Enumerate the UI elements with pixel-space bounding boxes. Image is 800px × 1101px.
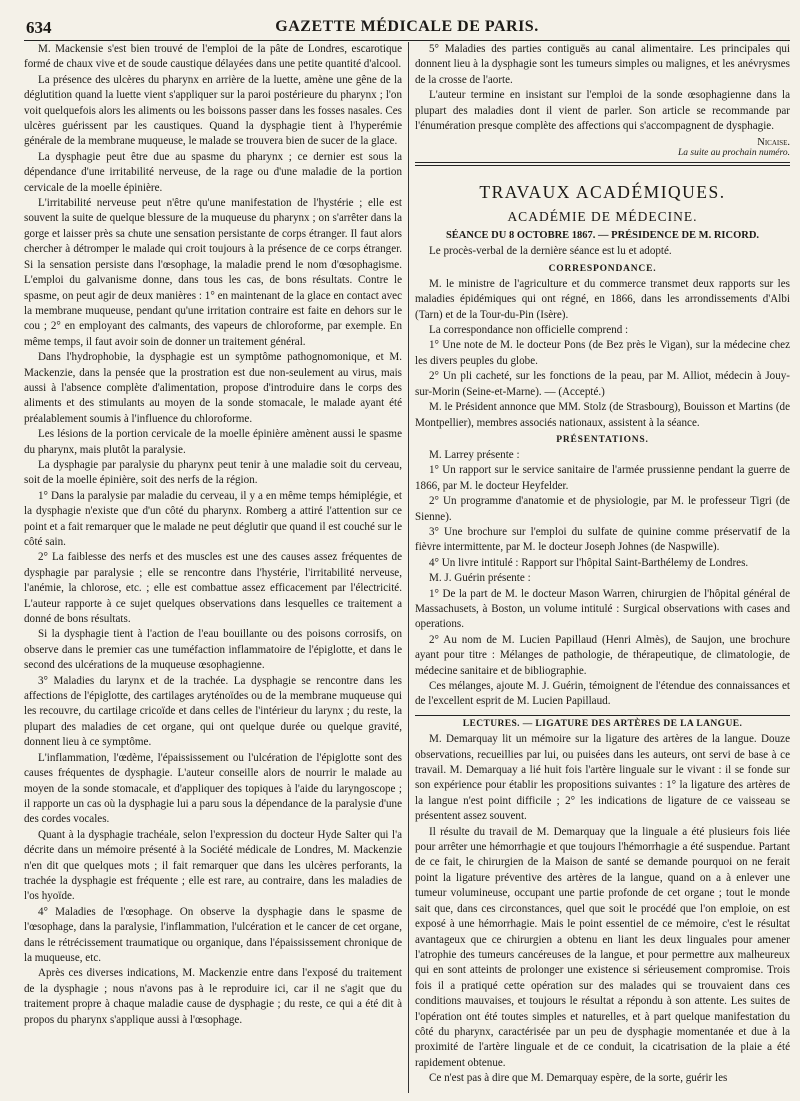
correspondance-heading: CORRESPONDANCE. <box>548 263 657 274</box>
left-paragraph: Dans l'hydrophobie, la dysphagie est un symptôme pathognomonique, et M. Mackenzie, dans la pensée que la prostration est due non-seulement au virus, mais aussi à l'absence complète d'alimentation, propose d'introduire dans le corps des aliments et des stimulants au moyen de la sonde stomacale, le malade ayant été préalablement soumis à l'influence du chloroforme. <box>24 351 402 425</box>
lecture-paragraph: Il résulte du travail de M. Demarquay que la linguale a été plusieurs fois liée pour arrêter une hémorrhagie et que toujours l'hémorrhagie a été suspendue. Partant de ce fait, le chirurgien de la Maison de santé se demande pourquoi on ne ferait point la ligature préventive des artères de la langue, quand on a à enlever une tumeur volumineuse, occupant une partie profonde de cet organe ; tout le monde sait que, dans ces circonstances, quel que soit le procédé que l'on emploie, on est exposé à une hémorrhagie. Mais le point essentiel de ce mémoire, c'est le résultat avantageux que ce chirurgien a obtenu en liant les deux linguales pour amener l'atrophie des tumeurs cancéreuses de la langue, et pour permettre aux malheureux qui en sont atteints de prolonger une existence si sérieusement compromise. Trois fois il a pratiqué cette opération sur des malades qui se trouvaient dans ces conditions mauvaises, et toujours le résultat a répondu à son attente. Les suites de l'opération ont été toutes simples et naturelles, et à part quelque manifestation du côté du pharynx, caractérisée par un peu de dysphagie momentanée et due à la proximité de l'artère linguale et de ce conduit, la cicatrisation de la plaie a été rapidement obtenue. <box>415 825 790 1069</box>
left-paragraph: 4° Maladies de l'œsophage. On observe la dysphagie dans le spasme de l'œsophage, dans la paralysie, l'inflammation, l'ulcération et le cancer de cet organe, dans le rétrécissement traumatique ou organique, dans l'épaississement chronique de la muqueuse, etc. <box>24 905 402 964</box>
left-paragraph: La dysphagie peut être due au spasme du pharynx ; ce dernier est sous la dépendance d'une irritabilité nerveuse, de la rage ou d'une maladie de la portion cervicale de la moelle épinière. <box>24 150 402 194</box>
presentation-paragraph: M. Larrey présente : <box>429 448 520 461</box>
section-title: TRAVAUX ACADÉMIQUES. <box>479 182 726 203</box>
left-paragraph: La dysphagie par paralysie du pharynx peut tenir à une maladie soit du cerveau, soit de la moelle épinière, soit des nerfs de la région. <box>24 458 402 487</box>
academy-title: ACADÉMIE DE MÉDECINE. <box>507 209 698 225</box>
left-column <box>24 42 402 1093</box>
left-paragraph: Si la dysphagie tient à l'action de l'eau bouillante ou des poisons corrosifs, on observe dans le premier cas une tuméfaction inflammatoire de l'épiglotte, et dans le second des ulcérations de la muqueuse œsophagienne. <box>24 628 402 672</box>
left-paragraph: L'inflammation, l'œdème, l'épaississement ou l'ulcération de l'épiglotte sont des causes fréquentes de dysphagie. L'auteur conseille alors de nourrir le malade au moyen de la sonde stomacale, et d'appliquer des topiques à l'aide du laryngoscope ; il rapporte un cas où la dysphagie lui a paru sous la dépendance de la paralysie d'une des cordes vocales. <box>24 751 402 826</box>
lectures-heading: LECTURES. — LIGATURE DES ARTÈRES DE LA LANGUE. <box>462 718 743 729</box>
to-be-continued-note: La suite au prochain numéro. <box>678 148 790 159</box>
section-divider <box>415 162 790 166</box>
left-paragraph: Les lésions de la portion cervicale de la moelle épinière amènent aussi le spasme du pharynx, mais plutôt la paralysie. <box>24 428 402 456</box>
right-column <box>415 42 790 1093</box>
presentations-heading: PRÉSENTATIONS. <box>556 434 649 445</box>
page-header <box>24 0 790 41</box>
running-title: GAZETTE MÉDICALE DE PARIS. <box>275 18 539 35</box>
correspondance-paragraph: 2° Un pli cacheté, sur les fonctions de la peau, par M. Alliot, médecin à Jouy-sur-Morin (Seine-et-Marne). — (Accepté.) <box>415 370 790 398</box>
presentation-paragraph: M. J. Guérin présente : <box>429 572 531 585</box>
left-paragraph: 1° Dans la paralysie par maladie du cerveau, il y a en même temps hémiplégie, et la dysphagie n'existe que d'un côté du pharynx. Romberg a attiré l'attention sur ce point et a fait remarquer que le malade ne peut déglutir que quand il est couché sur le côté sain. <box>24 489 402 548</box>
author-signature: Nicaise. <box>757 137 790 149</box>
correspondance-paragraph: M. le ministre de l'agriculture et du commerce transmet deux rapports sur les maladies épidémiques qui ont régné, en 1866, dans les arrondissements d'Albi (Tarn) et de la Tour-du-Pin (Isère). <box>415 277 790 321</box>
left-paragraph: Après ces diverses indications, M. Mackenzie entre dans l'exposé du traitement de la dysphagie ; nous n'avons pas à le reproduire ici, car il ne s'agit que du traitement propre à chaque maladie cause de dysphagie ; du reste, ce qui a été dit à propos du pharynx s'applique aussi à l'œsophage. <box>24 967 402 1026</box>
presentation-paragraph: 4° Un livre intitulé : Rapport sur l'hôpital Saint-Barthélemy de Londres. <box>429 556 749 569</box>
presentation-paragraph: 1° De la part de M. le docteur Mason Warren, chirurgien de l'hôpital général de Massachusets, à Boston, un volume intitulé : Surgical observations with cases and operations. <box>415 587 790 631</box>
correspondance-paragraph: M. le Président annonce que MM. Stolz (de Strasbourg), Bouisson et Martins (de Montpellier), membres associés nationaux, assistent à la séance. <box>415 401 790 429</box>
lecture-paragraph: Ce n'est pas à dire que M. Demarquay espère, de la sorte, guérir les <box>429 1072 728 1085</box>
continuation-paragraph: L'auteur termine en insistant sur l'emploi de la sonde œsophagienne dans la plupart des maladies dont il vient de parler. Son article se recommande par l'énumération presque complète des affections qui s'accompagnent de dysphagie. <box>415 89 790 133</box>
correspondance-paragraph: La correspondance non officielle comprend : <box>429 324 629 337</box>
correspondance-paragraph: 1° Une note de M. le docteur Pons (de Bez près le Vigan), sur la médecine chez les divers peuples du globe. <box>415 339 790 367</box>
minutes-line: Le procès-verbal de la dernière séance est lu et adopté. <box>429 245 672 258</box>
left-paragraph: M. Mackensie s'est bien trouvé de l'emploi de la pâte de Londres, escarotique formé de chaux vive et de soude caustique délayées dans une petite quantité d'alcool. <box>24 43 402 71</box>
lecture-paragraph: M. Demarquay lit un mémoire sur la ligature des artères de la langue. Douze observations, recueillies par lui, ou puisées dans les auteurs, ont servi de base à ce travail. M. Demarquay a lié huit fois l'artère linguale sur le vivant : il se fonde sur son expérience pour établir les propositions suivantes : 1° la ligature des artères de la langue n'est point difficile ; 2° les indications de ligature de ce vaisseau se présentent assez souvent. <box>415 733 790 823</box>
text-columns <box>24 42 790 1093</box>
left-paragraph: 3° Maladies du larynx et de la trachée. La dysphagie se rencontre dans les affections de l'épiglotte, des cartilages aryténoïdes ou de la membrane muqueuse qui les recouvre, du cartilage cricoïde et dans celles de l'intérieur du larynx ; du reste, la plupart des maladies de cet organe, qui ont quelque durée ou quelque gravité, donnent lieu à ce symptôme. <box>24 674 402 749</box>
continuation-paragraph: 5° Maladies des parties contiguës au canal alimentaire. Les principales qui donnent lieu à la dysphagie sont les tumeurs simples ou malignes, et les anévrysmes de la crosse de l'aorte. <box>415 43 790 86</box>
presentation-paragraph: 3° Une brochure sur l'emploi du sulfate de quinine comme préservatif de la fièvre intermittente, par M. le docteur Joseph Johnes (de Naspwille). <box>415 525 790 554</box>
page-number: 634 <box>26 18 52 37</box>
presentation-paragraph: 2° Au nom de M. Lucien Papillaud (Henri Almès), de Saujon, une brochure ayant pour titre : Mélanges de pathologie, de thérapeutique, de climatologie, de médecine sanitaire et de bibliographie. <box>415 633 790 677</box>
presentation-paragraph: 1° Un rapport sur le service sanitaire de l'armée prussienne pendant la guerre de 1866, par M. le docteur Heyfelder. <box>415 464 790 492</box>
presentation-paragraph: 2° Un programme d'anatomie et de physiologie, par M. le professeur Tigri (de Sienne). <box>415 495 790 523</box>
left-paragraph: Quant à la dysphagie trachéale, selon l'expression du docteur Hyde Salter qui l'a décrite dans un mémoire présenté à la Société médicale de Londres, M. Mackenzie n'en dit que quelques mots ; il fait remarquer que dans les ulcères perforants, la trachée la dysphagie est fréquente ; elle est rare, au contraire, dans les maladies de l'os hyoïde. <box>24 828 402 903</box>
left-paragraph: La présence des ulcères du pharynx en arrière de la luette, amène une gêne de la déglutition quand la luette vient s'appliquer sur la paroi postérieure du pharynx ; l'on voit quelquefois alors les aliments ou les boissons passer dans les fosses nasales. Ces ulcères guérissent par les caustiques. Quand la dysphagie tient à l'hyperémie générale de la membrane muqueuse, le malade se trouvera bien de sucer de la glace. <box>24 73 402 148</box>
seance-line: SÉANCE DU 8 OCTOBRE 1867. — PRÉSIDENCE DE M. RICORD. <box>445 230 760 242</box>
left-paragraph: L'irritabilité nerveuse peut n'être qu'une manifestation de l'hystérie ; elle est souvent la suite de quelque blessure de la muqueuse du pharynx ; on s'arrêter dans la gorge et laisser près sa chute une sensation persistante de corps étranger. Il faut alors chercher à détromper le malade qui croit toujours à la présence de ce corps étranger. Si la sensation persiste dans l'œsophage, la maladie prend le nom d'œsophagisme. L'emploi du galvanisme donne, dans tous les cas, de bons résultats. Contre le spasme, on peut agir de deux manières : 1° en maintenant de la glace en contact avec la membrane muqueuse, pendant qu'une irritation contraire est faite en dehors sur le cou ; 2° en employant des calmants, des vapeurs de chloroforme, par exemple. En même temps, il faut avoir soin de donner un traitement général. <box>24 197 402 348</box>
column-divider <box>408 42 409 1093</box>
lectures-heading-line <box>415 716 790 732</box>
left-paragraph: 2° La faiblesse des nerfs et des muscles est une des causes assez fréquentes de dysphagie par paralysie ; elle se rencontre dans l'hystérie, l'irritabilité nerveuse, l'anémie, la chlorose, etc. ; elle est combattue assez efficacement par l'électricité. L'auteur rapporte à ce sujet quelques observations dans lesquelles ce traitement a donné de bons résultats. <box>24 551 402 626</box>
presentation-paragraph: Ces mélanges, ajoute M. J. Guérin, témoignent de l'étendue des connaissances et de l'excellent esprit de M. Lucien Papillaud. <box>415 680 790 708</box>
